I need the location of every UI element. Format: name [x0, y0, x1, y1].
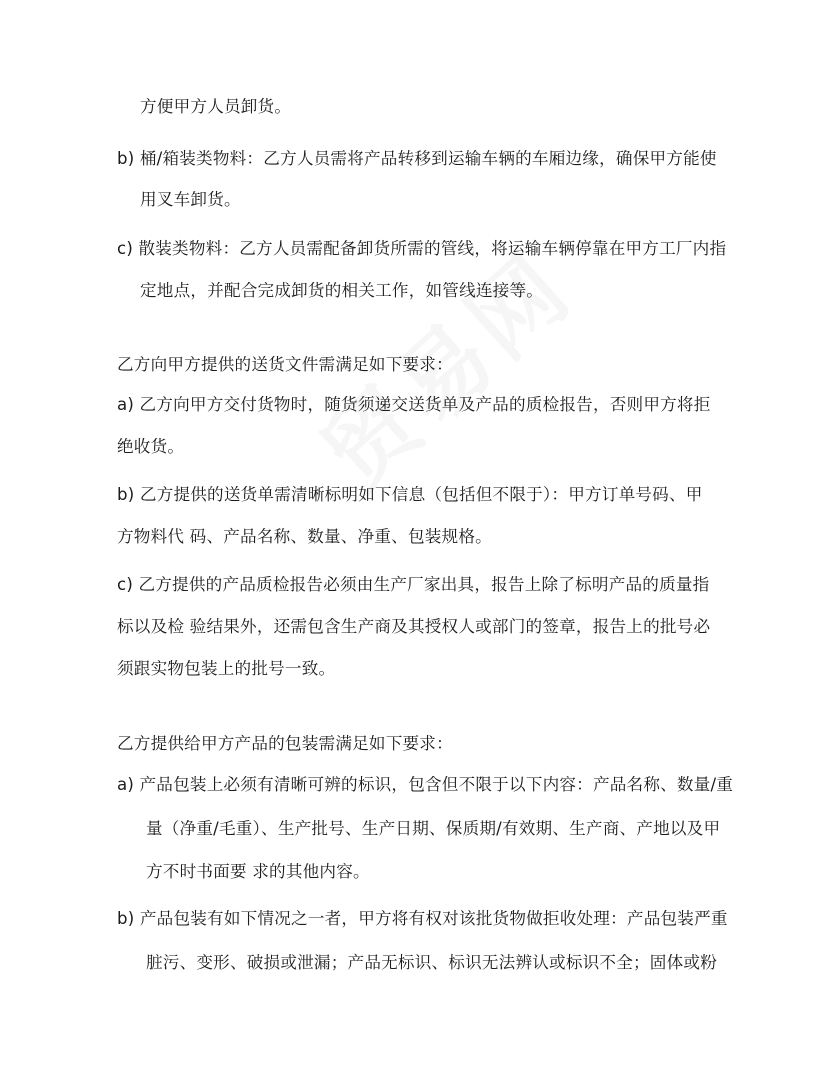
text-line: 量（净重/毛重）、生产批号、生产日期、保质期/有效期、生产商、产地以及甲 [146, 819, 721, 838]
text-line: 绝收货。 [117, 437, 185, 456]
text-line: 方不时书面要 求的其他内容。 [146, 862, 370, 881]
text-line: b) 乙方提供的送货单需清晰标明如下信息（包括但不限于）：甲方订单号码、甲 [117, 485, 703, 504]
text-line: c) 散装类物料：乙方人员需配备卸货所需的管线，将运输车辆停靠在甲方工厂内指 [117, 239, 727, 258]
text-line: 方物料代 码、产品名称、数量、净重、包装规格。 [117, 527, 492, 546]
text-line: 须跟实物包装上的批号一致。 [117, 659, 336, 678]
text-line: a) 产品包装上必须有清晰可辨的标识，包含但不限于以下内容：产品名称、数量/重 [117, 775, 734, 794]
text-line: 定地点，并配合完成卸货的相关工作，如管线连接等。 [140, 281, 544, 300]
text-line: 用叉车卸货。 [140, 190, 241, 209]
text-line: 标以及检 验结果外，还需包含生产商及其授权人或部门的签章，报告上的批号必 [117, 617, 711, 636]
text-line: a) 乙方向甲方交付货物时，随货须递交送货单及产品的质检报告，否则甲方将拒 [117, 395, 711, 414]
text-line: b) 桶/箱装类物料：乙方人员需将产品转移到运输车辆的车厢边缘，确保甲方能使 [117, 149, 717, 168]
text-line: 脏污、变形、破损或泄漏；产品无标识、标识无法辨认或标识不全；固体或粉 [146, 953, 717, 972]
text-line: c) 乙方提供的产品质检报告必须由生产厂家出具，报告上除了标明产品的质量指 [117, 575, 710, 594]
section-heading: 乙方向甲方提供的送货文件需满足如下要求： [117, 355, 453, 374]
text-line: b) 产品包装有如下情况之一者，甲方将有权对该批货物做拒收处理：产品包装严重 [117, 909, 728, 928]
text-line: 方便甲方人员卸货。 [140, 97, 292, 116]
section-heading: 乙方提供给甲方产品的包装需满足如下要求： [117, 734, 453, 753]
